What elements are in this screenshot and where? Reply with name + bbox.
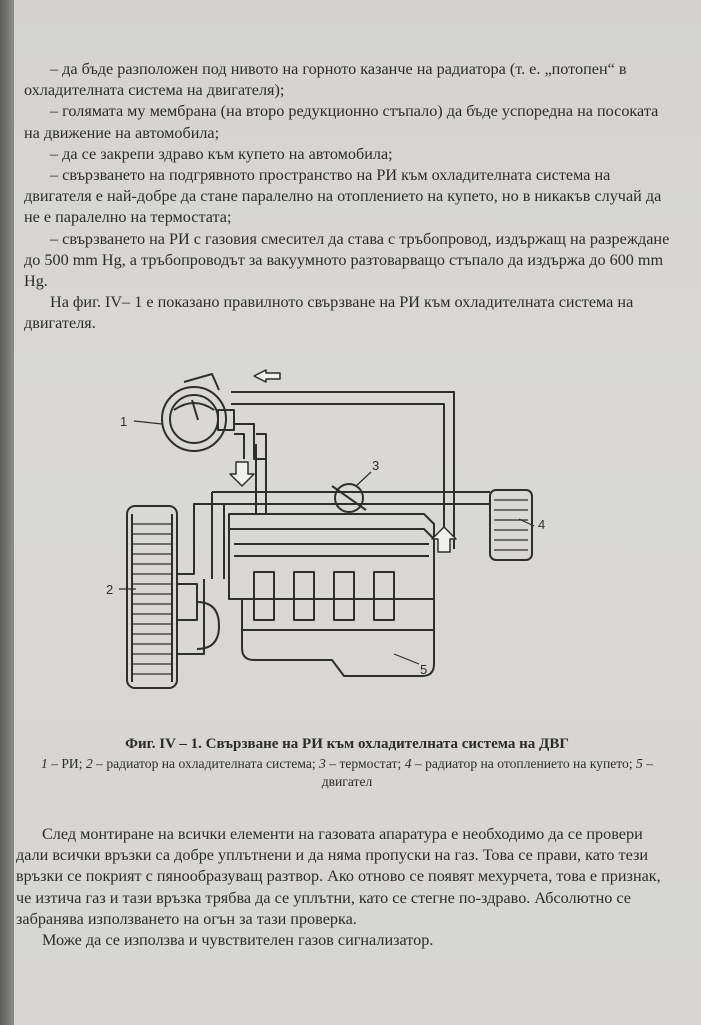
body-text-top: [24, 59, 672, 335]
legend-text-2: – радиатор на охладителната система;: [92, 756, 320, 771]
caption-legend: [32, 755, 662, 791]
heater-radiator-shape: [484, 490, 532, 560]
callout-3: 3: [372, 458, 380, 473]
thermostat-shape: [332, 484, 366, 512]
legend-num-1: 1: [40, 756, 48, 771]
legend-text-4: – радиатор на отоплението на купето;: [411, 756, 637, 771]
coolant-pipe-top: [231, 392, 454, 549]
callout-leaders: [119, 421, 534, 664]
engine-diagram: [94, 364, 564, 724]
list-item-placement: – да бъде разположен под нивото на горното казанче на радиатора (т. е. „потопен“ в охладителната система на двигателя);: [24, 60, 627, 100]
legend-num-2: 2: [85, 756, 93, 771]
paragraph-figure-reference: На фиг. IV– 1 е показано правилното свързване на РИ към охладителната система на двигателя.: [24, 293, 634, 333]
callout-1: 1: [120, 414, 128, 429]
legend-num-3: 3: [319, 756, 326, 771]
legend-num-4: 4: [404, 756, 412, 771]
book-spine-shadow: [0, 0, 14, 1025]
callout-5: 5: [420, 662, 428, 677]
callout-4: 4: [538, 517, 546, 532]
caption-title: Фиг. IV – 1. Свързване на РИ към охладителната система на ДВГ: [125, 736, 569, 752]
figure-caption: [32, 735, 662, 791]
list-item-membrane: – голямата му мембрана (на второ редукционно стъпало) да бъде успоредна на посоката на движение на автомобила;: [24, 102, 659, 142]
callout-2: 2: [106, 582, 114, 597]
book-page: [14, 0, 701, 1025]
legend-text-3: – термостат;: [325, 756, 405, 771]
engine-block-shape: [229, 514, 434, 676]
list-item-mixer-connection: – свързването на РИ с газовия смесител да става с тръбопровод, издържащ на разреждане до 500 mm Hg, а тръбопроводът за вакуумното разтоварващо стъпало да издържа до 600 mm Hg.: [24, 229, 670, 291]
regulator-shape: [162, 374, 234, 451]
flow-arrows: [230, 370, 456, 552]
main-radiator-shape: [127, 504, 219, 688]
paragraph-leak-check: След монтиране на всички елементи на газовата апаратура е необходимо да се провери дали всички връзки са добре уплътнени и да няма пропуски на газ. Това се прави, като тези връзки се покрият с пянообразуващ разтвор. Ако отново се появят мехурчета, това е признак, че изтича газ и тази връзка трябва да се уплътни, като се стегне по-здраво. Абсолютно се забранява използването на огън за тази проверка.: [16, 825, 661, 928]
body-text-bottom: [16, 824, 668, 951]
legend-text-5: – двигател: [321, 756, 654, 789]
list-item-heating-connection: – свързването на подгрявното пространство на РИ към охладителната система на двигателя е най-добре да стане паралелно на отоплението на купето, но в никакъв случай да не е паралелно на термостата;: [24, 166, 662, 227]
paragraph-gas-detector: Може да се използва и чувствителен газов сигнализатор.: [42, 931, 434, 950]
legend-text-1: – РИ;: [47, 756, 86, 771]
list-item-mounting: – да се закрепи здраво към купето на автомобила;: [50, 144, 393, 163]
legend-num-5: 5: [636, 756, 643, 771]
